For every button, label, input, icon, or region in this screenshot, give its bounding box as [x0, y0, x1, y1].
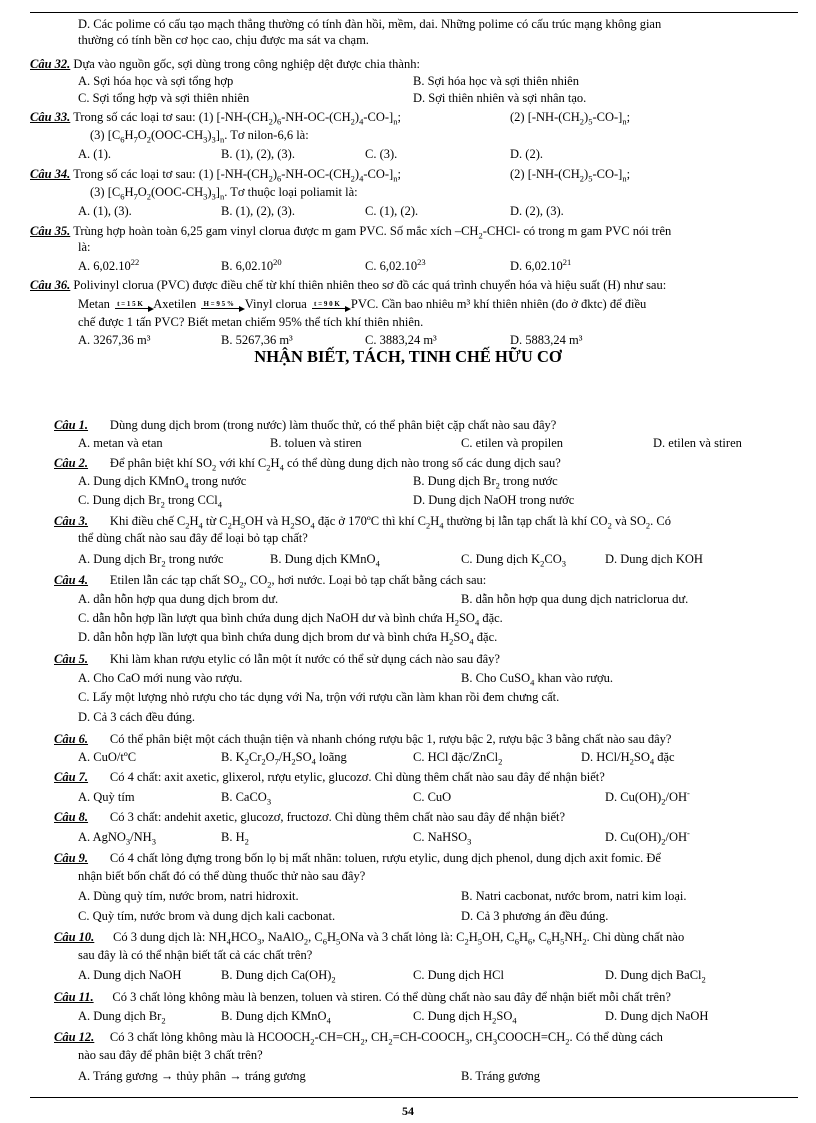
text-line: D. Các polime có cấu tạo mạch thẳng thường có tính đàn hồi, mềm, dai. Những polime có cấu trúc mạng không gian: [78, 17, 662, 31]
option: B. 6,02.10$^{20}$: [221, 256, 282, 273]
option: D. $Cu(OH)_2/OH^-$: [605, 787, 690, 807]
question-7: Câu 7. Có 4 chất: axit axetic, glixerol, rượu etylic, glucozơ. Chỉ dùng thêm chất nào sau đây để nhận biết?: [54, 770, 605, 784]
option: D. (2), (3).: [510, 204, 564, 218]
option: D. Cả 3 cách đều đúng.: [78, 710, 195, 724]
option: B. Sợi hóa học và sợi thiên nhiên: [413, 74, 579, 88]
reaction-arrow: t = 1 5 K: [115, 301, 149, 309]
option: D. 6,02.10$^{21}$: [510, 256, 572, 273]
option: D. 5883,24 m³: [510, 333, 583, 347]
option: B. toluen và stiren: [270, 436, 362, 450]
option: D. $Cu(OH)_2/OH^-$: [605, 827, 690, 847]
option: C. CuO: [413, 790, 452, 804]
option: B. Dung dịch KMnO$_4$: [270, 552, 380, 569]
question-3: Câu 3. Khi điều chế $C_2H_4$ từ $C_2H_5OH$ và $H_2SO_4$ đặc ở 170ºC thì khí $C_2H_4$ thường bị lẫn tạp chất là khí $CO_2$ và $SO_2$. Có: [54, 514, 671, 531]
option: B. Cho CuSO$_4$ khan vào rượu.: [461, 671, 614, 688]
option: C. etilen và propilen: [461, 436, 564, 450]
option: C. NaHSO$_3$: [413, 830, 472, 847]
option: A. Cho CaO mới nung vào rượu.: [78, 671, 243, 685]
option: C. Quỳ tím, nước brom và dung dịch kali cacbonat.: [78, 909, 336, 923]
option: C. (1), (2).: [365, 204, 419, 218]
option: B. CaCO$_3$: [221, 790, 272, 807]
option: A. Quỳ tím: [78, 790, 135, 804]
question-34: Câu 34. Trong số các loại tơ sau: (1) $[-NH-(CH_2)_6-NH-OC-(CH_2)_4-CO-]_n$;: [30, 167, 401, 184]
option: B. $H_2$: [221, 830, 249, 847]
option: B. Natri cacbonat, nước brom, natri kim loại.: [461, 889, 687, 903]
text-line: chế được 1 tấn PVC? Biết metan chiếm 95% thể tích khí thiên nhiên.: [78, 315, 424, 329]
option: D. HCl/$H_2SO_4$ đặc: [581, 750, 675, 767]
top-rule: [30, 12, 798, 13]
option: B. Dung dịch $Br_2$ trong nước: [413, 474, 558, 491]
option: C. Lấy một lượng nhỏ rượu cho tác dụng với Na, trộn với rượu cần làm khan rồi đem chưng cất.: [78, 690, 560, 704]
option: A. 6,02.10$^{22}$: [78, 256, 140, 273]
option: B. Dung dịch $Ca(OH)_2$: [221, 968, 336, 985]
option: A. Dung dịch KMnO$_4$ trong nước: [78, 474, 247, 491]
option: C. Dung dịch $K_2CO_3$: [461, 552, 567, 569]
option: D. Sợi thiên nhiên và sợi nhân tạo.: [413, 91, 587, 105]
option: B. Dung dịch KMnO$_4$: [221, 1009, 331, 1026]
option: D. Cả 3 phương án đều đúng.: [461, 909, 609, 923]
reaction-arrow: H = 9 5 %: [201, 301, 239, 309]
question-33: Câu 33. Trong số các loại tơ sau: (1) $[-NH-(CH_2)_6-NH-OC-(CH_2)_4-CO-]_n$;: [30, 110, 401, 127]
question-1: Câu 1. Dùng dung dịch brom (trong nước) làm thuốc thử, có thể phân biệt cặp chất nào sau đây?: [54, 418, 557, 432]
reaction-arrow: t = 9 0 K: [312, 301, 346, 309]
question-9: Câu 9. Có 4 chất lỏng đựng trong bốn lọ bị mất nhãn: toluen, rượu etylic, dung dịch phenol, dung dịch axit fomic. Để: [54, 851, 661, 865]
option: C. Dung dịch HCl: [413, 968, 504, 982]
option: B. (1), (2), (3).: [221, 147, 295, 161]
text-line: thể dùng chất nào sau đây để loại bỏ tạp chất?: [78, 531, 308, 545]
question-6: Câu 6. Có thể phân biệt một cách thuận tiện và nhanh chóng rượu bậc 1, rượu bậc 2, rượu bậc 3 bằng chất nào sau đây?: [54, 732, 672, 746]
option: C. Dung dịch $H_2SO_4$: [413, 1009, 517, 1026]
option: A. $AgNO_3/NH_3$: [78, 830, 156, 847]
question-4: Câu 4. Etilen lẫn các tạp chất $SO_2$, $CO_2$, hơi nước. Loại bỏ tạp chất bằng cách sau:: [54, 573, 487, 590]
option: B. $K_2Cr_2O_7/H_2SO_4$ loãng: [221, 750, 347, 767]
option: B. dẫn hỗn hợp qua dung dịch natriclorua dư.: [461, 592, 689, 606]
option: A. Dùng quỳ tím, nước brom, natri hidroxit.: [78, 889, 299, 903]
formula: (3) $[C_6H_7O_2(OOC-CH_3)_3]_n$. Tơ nilon-6,6 là:: [90, 128, 309, 145]
section-title: NHẬN BIẾT, TÁCH, TINH CHẾ HỮU CƠ: [254, 347, 562, 366]
text-line: là:: [78, 240, 91, 254]
option: C. Dung dịch $Br_2$ trong CCl$_4$: [78, 493, 222, 510]
formula: (2) $[-NH-(CH_2)_5-CO-]_n$;: [510, 167, 631, 184]
bottom-rule: [30, 1097, 798, 1098]
option: C. 3883,24 m³: [365, 333, 437, 347]
option: A. (1).: [78, 147, 111, 161]
option: C. dẫn hỗn hợp lần lượt qua bình chứa dung dịch NaOH dư và bình chứa $H_2SO_4$ đặc.: [78, 611, 503, 628]
option: B. Tráng gương: [461, 1069, 541, 1083]
question-32: Câu 32. Dựa vào nguồn gốc, sợi dùng trong công nghiệp dệt được chia thành:: [30, 57, 420, 71]
question-8: Câu 8. Có 3 chất: andehit axetic, glucozơ, fructozơ. Chỉ dùng thêm chất nào sau đây để nhận biết?: [54, 810, 566, 824]
question-36: Câu 36. Polivinyl clorua (PVC) được điều chế từ khí thiên nhiên theo sơ đồ các quá trình chuyển hóa và hiệu suất (H) như sau:: [30, 278, 667, 292]
option: A. metan và etan: [78, 436, 163, 450]
question-2: Câu 2. Để phân biệt khí $SO_2$ với khí $C_2H_4$ có thể dùng dung dịch nào trong số các dung dịch sau?: [54, 456, 561, 473]
page-number: 54: [402, 1104, 414, 1118]
option: A. 3267,36 m³: [78, 333, 151, 347]
option: C. Sợi tổng hợp và sợi thiên nhiên: [78, 91, 250, 105]
option: A. (1), (3).: [78, 204, 132, 218]
question-10: Câu 10. Có 3 dung dịch là: $NH_4HCO_3$, NaAlO$_2$, $C_6H_5ONa$ và 3 chất lỏng là: $C_2H_5OH$, $C_6H_6$, $C_6H_5NH_2$. Chỉ dùng chất nào: [54, 930, 685, 947]
text-line: nào sau đây để phân biệt 3 chất trên?: [78, 1048, 263, 1062]
option: C. 6,02.10$^{23}$: [365, 256, 426, 273]
option: D. Dung dịch KOH: [605, 552, 703, 566]
option: B. 5267,36 m³: [221, 333, 293, 347]
text-line: thường có tính bền cơ học cao, chịu được ma sát va chạm.: [78, 33, 369, 47]
question-35: Câu 35. Trùng hợp hoàn toàn 6,25 gam vinyl clorua được m gam PVC. Số mắc xích $-CH_2-CHCl-$ có trong m gam PVC nói trên: [30, 224, 672, 241]
text-line: nhận biết bốn chất đó có thể dùng thuốc thử nào sau đây?: [78, 869, 366, 883]
formula: (3) $[C_6H_7O_2(OOC-CH_3)_3]_n$. Tơ thuộc loại poliamit là:: [90, 185, 358, 202]
text-line: sau đây là có thể nhận biết tất cả các chất trên?: [78, 948, 313, 962]
option: A. Dung dịch $Br_2$: [78, 1009, 166, 1026]
question-11: Câu 11. Có 3 chất lỏng không màu là benzen, toluen và stiren. Có thể dùng chất nào sau đây để nhận biết mỗi chất trên?: [54, 990, 671, 1004]
option: A. Sợi hóa học và sợi tổng hợp: [78, 74, 234, 88]
option: D. Dung dịch BaCl$_2$: [605, 968, 706, 985]
option: D. etilen và stiren: [653, 436, 742, 450]
reaction-scheme: Metan t = 1 5 K Axetilen H = 9 5 % Vinyl clorua t = 9 0 K PVC. Cần bao nhiêu m³ khí thiên nhiên (đo ở đktc) để điều: [78, 297, 647, 311]
option: B. (1), (2), (3).: [221, 204, 295, 218]
option: D. (2).: [510, 147, 543, 161]
option: D. Dung dịch NaOH trong nước: [413, 493, 575, 507]
formula: (2) $[-NH-(CH_2)_5-CO-]_n$;: [510, 110, 631, 127]
option: A. dẫn hỗn hợp qua dung dịch brom dư.: [78, 592, 279, 606]
option: C. (3).: [365, 147, 398, 161]
option: D. Dung dịch NaOH: [605, 1009, 709, 1023]
option: A. CuO/tºC: [78, 750, 137, 764]
option: A. Dung dịch NaOH: [78, 968, 182, 982]
option: A. Dung dịch $Br_2$ trong nước: [78, 552, 224, 569]
question-5: Câu 5. Khi làm khan rượu etylic có lẫn một ít nước có thể sử dụng cách nào sau đây?: [54, 652, 500, 666]
question-12: Câu 12. Có 3 chất lỏng không màu là $HCOOCH_2-CH=CH_2$, $CH_2=CH-COOCH_3$, $CH_3COOCH=CH_2$. Có thể dùng cách: [54, 1030, 663, 1047]
option: C. HCl đặc/ZnCl$_2$: [413, 750, 503, 767]
option: A. Tráng gương → thủy phân → tráng gương: [78, 1069, 306, 1083]
option: D. dẫn hỗn hợp lần lượt qua bình chứa dung dịch brom dư và bình chứa $H_2SO_4$ đặc.: [78, 630, 498, 647]
